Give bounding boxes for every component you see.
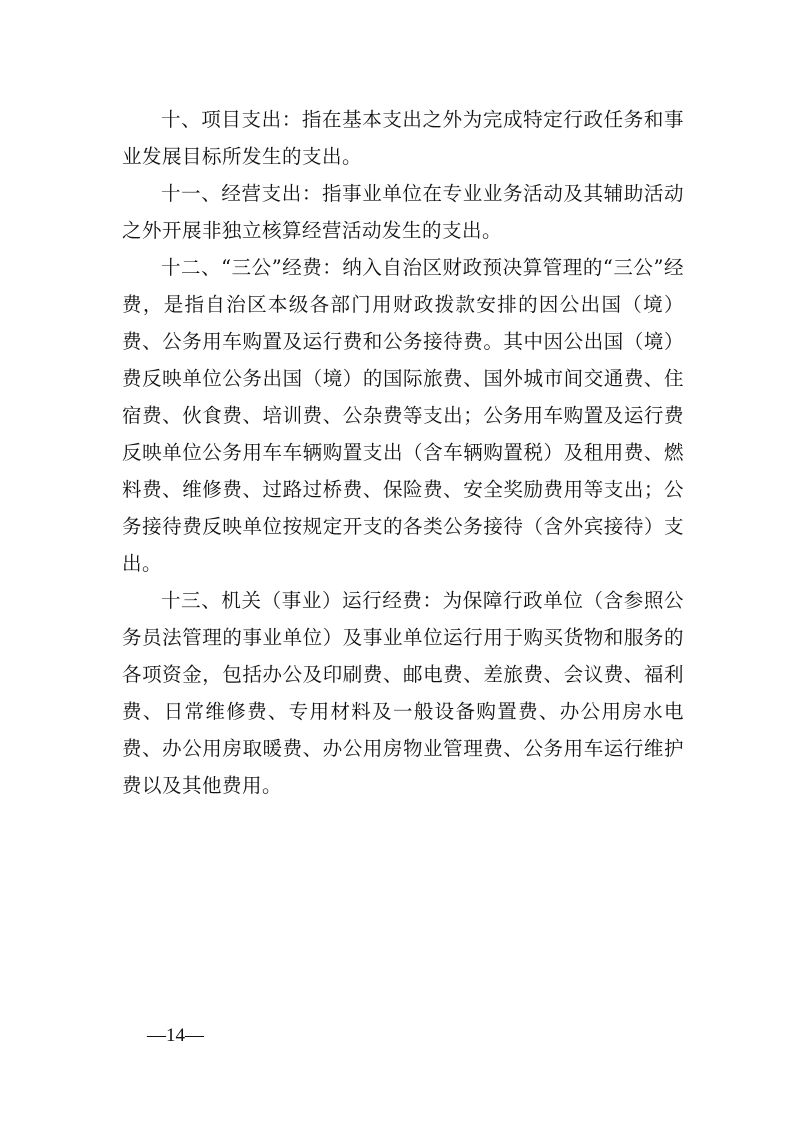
paragraph-project-expenditure: 十、项目支出：指在基本支出之外为完成特定行政任务和事业发展目标所发生的支出。 — [122, 108, 684, 168]
paragraph-agency-operating-expenses: 十三、机关（事业）运行经费：为保障行政单位（含参照公务员法管理的事业单位）及事业单位运行用于购买货物和服务的各项资金，包括办公及印刷费、邮电费、差旅费、会议费、福利费、日常维修费、专用材料及一般设备购置费、办公用房水电费、办公用房取暖费、办公用房物业管理费、公务用车运行维护费以及其他费用。 — [122, 589, 684, 797]
paragraph-operating-expenditure: 十一、经营支出：指事业单位在专业业务活动及其辅助活动之外开展非独立核算经营活动发生的支出。 — [122, 182, 684, 242]
paragraph-three-public-expenses: 十二、“三公”经费：纳入自治区财政预决算管理的“三公”经费，是指自治区本级各部门用财政拨款安排的因公出国（境）费、公务用车购置及运行费和公务接待费。其中因公出国（境）费反映单位公务出国（境）的国际旅费、国外城市间交通费、住宿费、伙食费、培训费、公杂费等支出；公务用车购置及运行费反映单位公务用车车辆购置支出（含车辆购置税）及租用费、燃料费、维修费、过路过桥费、保险费、安全奖励费用等支出；公务接待费反映单位按规定开支的各类公务接待（含外宾接待）支出。 — [122, 256, 684, 575]
document-body — [122, 101, 684, 804]
page-number: —14— — [147, 1025, 204, 1046]
